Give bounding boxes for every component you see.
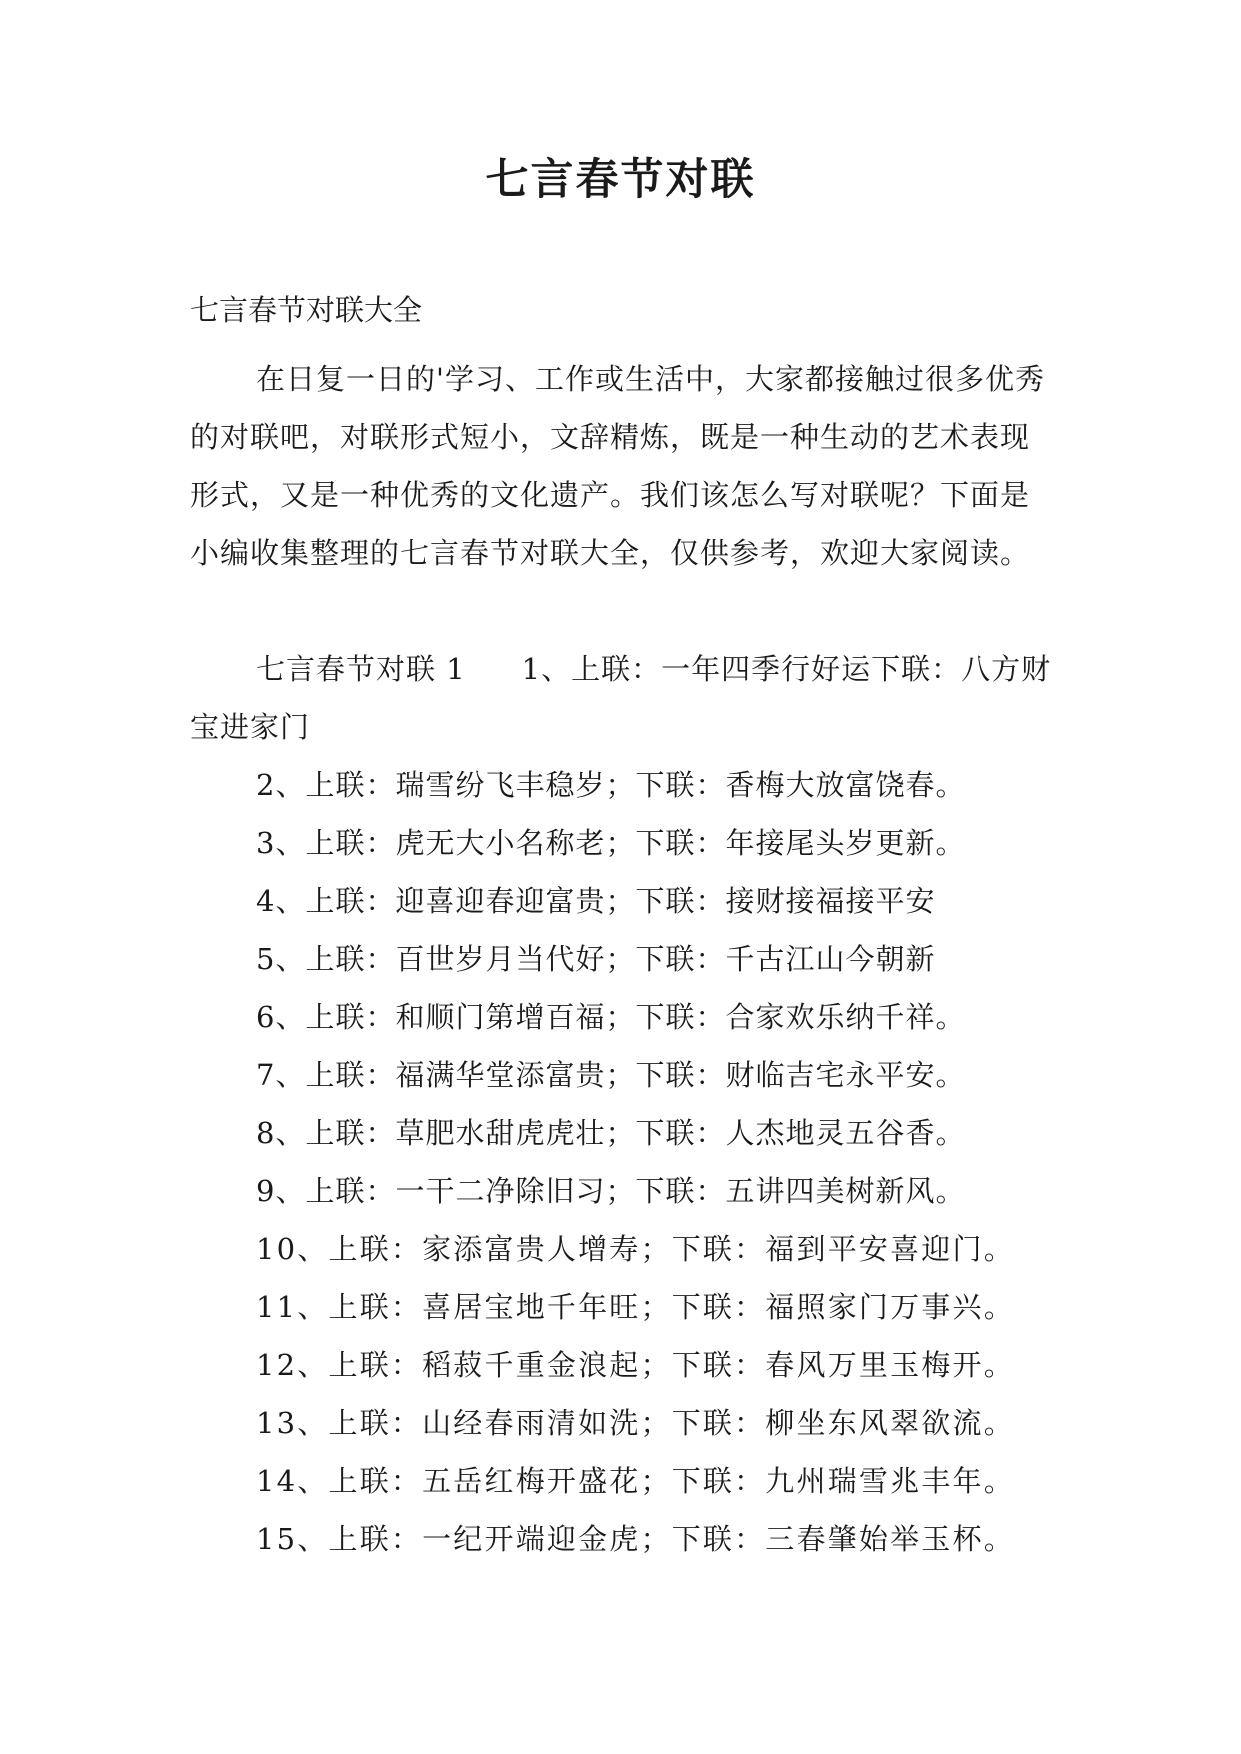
couplet-item-12: 12、上联：稻菽千重金浪起；下联：春风万里玉梅开。: [256, 1348, 1015, 1382]
document-subtitle: 七言春节对联大全: [190, 293, 423, 327]
couplet-list: [256, 756, 1015, 1568]
couplet-item-15: 15、上联：一纪开端迎金虎；下联：三春肇始举玉杯。: [256, 1522, 1015, 1556]
section-first-paragraph: [190, 640, 1052, 756]
couplet-item-6: 6、上联：和顺门第增百福；下联：合家欢乐纳千祥。: [256, 1000, 966, 1034]
couplet-item-7: 7、上联：福满华堂添富贵；下联：财临吉宅永平安。: [256, 1058, 966, 1092]
couplet-item-5: 5、上联：百世岁月当代好；下联：千古江山今朝新: [256, 942, 936, 976]
couplet-item-13: 13、上联：山经春雨清如洗；下联：柳坐东风翠欲流。: [256, 1406, 1015, 1440]
couplet-item-14: 14、上联：五岳红梅开盛花；下联：九州瑞雪兆丰年。: [256, 1464, 1015, 1498]
document-title: 七言春节对联: [485, 155, 756, 205]
couplet-item-2: 2、上联：瑞雪纷飞丰稳岁；下联：香梅大放富饶春。: [256, 768, 966, 802]
intro-paragraph: 在日复一日的'学习、工作或生活中，大家都接触过很多优秀的对联吧，对联形式短小，文辞精炼，既是一种生动的艺术表现形式，又是一种优秀的文化遗产。我们该怎么写对联呢？下面是小编收集整理的七言春节对联大全，仅供参考，欢迎大家阅读。: [190, 362, 1045, 570]
section-heading: 七言春节对联 1: [256, 652, 466, 686]
couplet-item-9: 9、上联：一干二净除旧习；下联：五讲四美树新风。: [256, 1174, 966, 1208]
couplet-item-4: 4、上联：迎喜迎春迎富贵；下联：接财接福接平安: [256, 884, 936, 918]
couplet-item-11: 11、上联：喜居宝地千年旺；下联：福照家门万事兴。: [256, 1290, 1015, 1324]
couplet-item-8: 8、上联：草肥水甜虎虎壮；下联：人杰地灵五谷香。: [256, 1116, 966, 1150]
couplet-item-1: 1、上联：一年四季行好运下联：八方财宝进家门: [190, 652, 1052, 744]
couplet-item-10: 10、上联：家添富贵人增寿；下联：福到平安喜迎门。: [256, 1232, 1015, 1266]
couplet-item-3: 3、上联：虎无大小名称老；下联：年接尾头岁更新。: [256, 826, 966, 860]
